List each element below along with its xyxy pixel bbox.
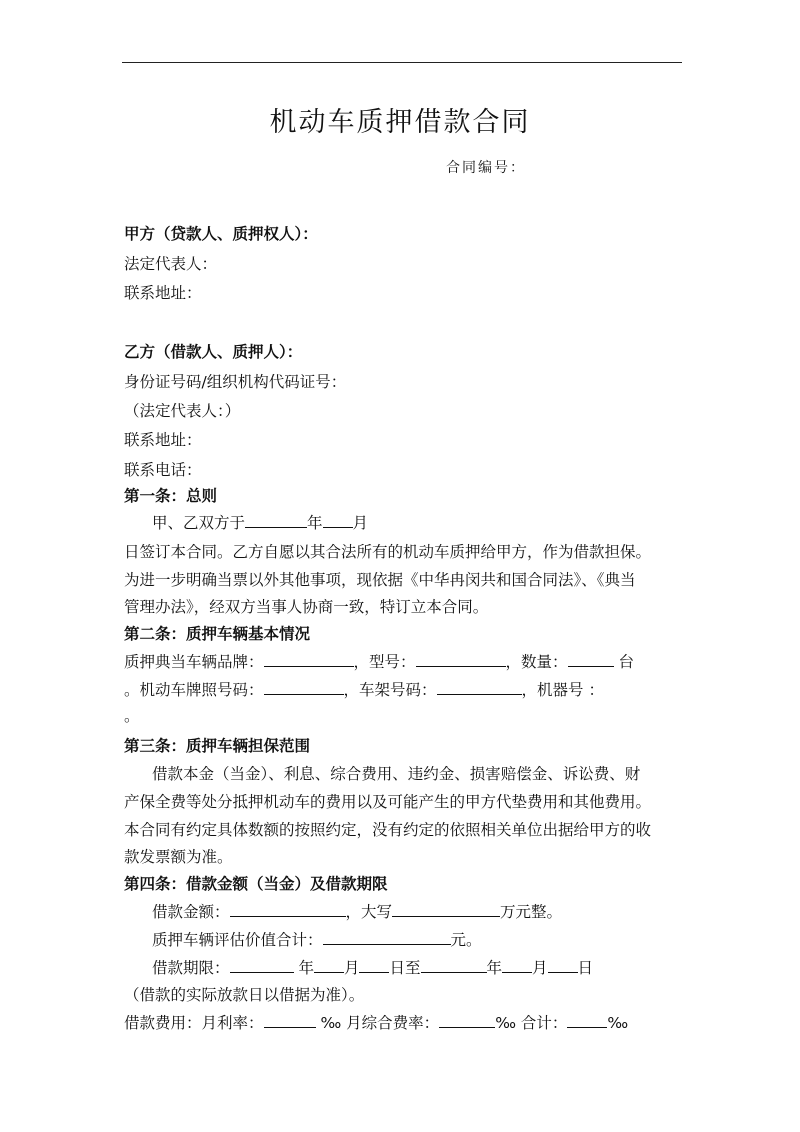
blank-year [245,513,307,528]
blank-brand [264,652,354,667]
article-4-term-line [152,958,593,978]
article-3-line-2: 产保全费等处分抵押机动车的费用以及可能产生的甲方代垫费用和其他费用。 [124,793,652,811]
text-segment: ，型号： [353,653,416,671]
article-3-line-1: 借款本金（当金）、利息、综合费用、违约金、损害赔偿金、诉讼费、财 [152,765,641,783]
text-segment: 元。 [450,931,482,949]
text-segment: 日 [577,959,594,977]
article-1-line-3: 为进一步明确当票以外其他事项，现依据《中华冉闵共和国合同法》、《典当 [124,571,636,589]
article-4-valuation-line [152,930,482,950]
article-3-line-3: 本合同有约定具体数额的按照约定，没有约定的依照相关单位出据给甲方的收 [124,821,652,839]
contract-number-label: 合同编号： [446,160,526,176]
text-segment: 月 [532,959,548,977]
article-2-line-3: 。 [124,707,140,725]
text-segment: ‰ 月综合费率： [320,1014,440,1032]
text-segment: 日至 [389,959,421,977]
blank-amount-in-words [392,902,500,917]
blank-fee-rate [439,1013,495,1028]
text-segment: 月 [352,514,369,532]
text-segment: 年 [486,959,503,977]
party-b-heading: 乙方（借款人、质押人）： [124,343,303,361]
article-2-line-1 [124,652,634,672]
article-4-note: （借款的实际放款日以借据为准）。 [124,986,365,1004]
party-b-phone: 联系电话： [124,461,202,479]
blank-start-month [314,958,344,973]
article-2-heading: 第二条：质押车辆基本情况 [124,625,311,643]
article-1-line-4: 管理办法》，经双方当事人协商一致，特订立本合同。 [124,598,489,616]
article-1-line-1 [152,513,368,533]
blank-monthly-rate [264,1013,316,1028]
party-a-legal-rep: 法定代表人： [124,255,218,273]
article-1-line-2: 日签订本合同。乙方自愿以其合法所有的机动车质押给甲方，作为借款担保。 [124,543,652,561]
text-segment: 质押典当车辆品牌： [124,653,264,671]
blank-quantity [568,652,614,667]
blank-total-rate [567,1013,607,1028]
text-segment: ，数量： [505,653,568,671]
blank-valuation [323,930,451,945]
text-segment: 月 [343,959,360,977]
blank-plate-number [264,680,344,695]
article-4-amount-line [152,902,562,922]
text-segment: 甲、乙双方于 [152,514,246,532]
blank-model [416,652,506,667]
blank-month [323,513,353,528]
article-1-heading: 第一条：总则 [124,487,218,505]
text-segment: 年 [307,514,323,532]
blank-loan-amount [230,902,346,917]
text-segment: 借款期限： [152,959,230,977]
party-b-legal-rep: （法定代表人：） [124,402,241,420]
text-segment: 台 [618,653,634,671]
text-segment: ，车架号码： [343,681,437,699]
article-3-heading: 第三条：质押车辆担保范围 [124,737,311,755]
blank-start-day [359,958,389,973]
text-segment: 。机动车牌照号码： [124,681,264,699]
article-2-line-2 [124,680,604,700]
text-segment: ，大写 [345,903,393,921]
blank-end-year [421,958,487,973]
blank-start-year [230,958,294,973]
party-b-address: 联系地址： [124,431,202,449]
text-segment: 借款费用：月利率： [124,1014,264,1032]
blank-vin [437,680,522,695]
header-rule [122,62,682,63]
party-a-address: 联系地址： [124,284,202,302]
text-segment: 年 [298,959,314,977]
party-a-heading: 甲方（贷款人、质押权人）： [124,225,318,243]
document-title: 机动车质押借款合同 [269,107,531,138]
text-segment: ‰ [607,1014,629,1032]
text-segment: ‰ 合计： [495,1014,568,1032]
text-segment: 借款金额： [152,903,230,921]
article-3-line-4: 款发票额为准。 [124,848,233,866]
text-segment: 万元整。 [500,903,563,921]
text-segment: 质押车辆评估价值合计： [152,931,323,949]
blank-end-month [502,958,532,973]
article-4-fee-line [124,1013,628,1033]
article-4-heading: 第四条：借款金额（当金）及借款期限 [124,875,388,893]
blank-end-day [548,958,578,973]
party-b-id-number: 身份证号码/组织机构代码证号： [124,373,347,391]
text-segment: ，机器号 ： [521,681,604,699]
